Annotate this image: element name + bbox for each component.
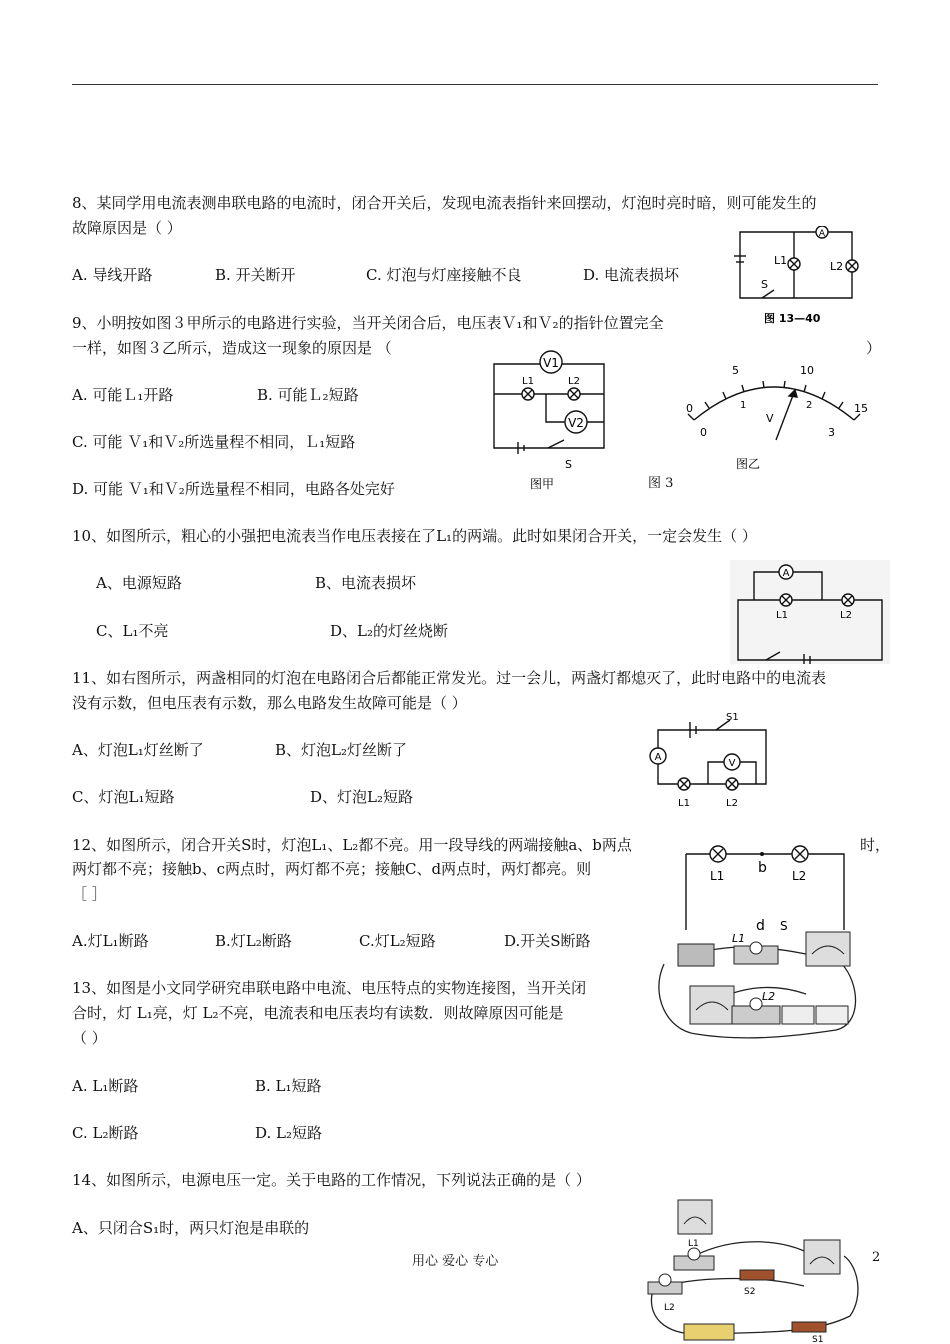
q9-scale-outer-0: 0 xyxy=(686,402,693,415)
q9-v2-label: V2 xyxy=(568,416,584,430)
q9-option-c: C. 可能 Ｖ₁和Ｖ₂所选量程不相同，Ｌ₁短路 xyxy=(72,433,356,451)
q10-option-a: A、电源短路 xyxy=(96,574,182,592)
q10-l1-label: L1 xyxy=(776,610,788,621)
q9-l1-label: L1 xyxy=(522,376,534,387)
q9-fig-a-caption: 图甲 xyxy=(530,477,555,491)
q9-option-b: B. 可能Ｌ₂短路 xyxy=(257,386,359,404)
q11-l2-label: L2 xyxy=(726,798,738,809)
q9-scale-inner-3: 3 xyxy=(828,426,835,439)
q12-switch-label: S xyxy=(780,919,788,930)
q9-meter-unit: V xyxy=(766,412,774,425)
q12-option-c: C.灯L₂短路 xyxy=(359,932,436,950)
q12-stem-line1: 12、如图所示，闭合开关S时，灯泡L₁、L₂都不亮。用一段导线的两端接触a、b两点 xyxy=(72,836,632,854)
q13-stem-line2: 合时，灯 L₁亮，灯 L₂不亮，电流表和电压表均有读数．则故障原因可能是 xyxy=(72,1004,564,1022)
q8-stem-line1: 8、某同学用电流表测串联电路的电流时，闭合开关后，发现电流表指针来回摆动，灯泡时亮时暗，则可能发生的 xyxy=(72,194,817,212)
q11-voltmeter-label: V xyxy=(728,758,736,769)
q8-figure-caption: 图 13—40 xyxy=(764,312,821,325)
q8-stem-line2: 故障原因是（ ） xyxy=(72,219,182,237)
q9-scale-inner-2: 2 xyxy=(806,400,813,411)
q12-l2-label: L2 xyxy=(792,869,807,883)
q12-point-b: b xyxy=(758,860,767,876)
q8-option-d: D. 电流表损坏 xyxy=(583,266,680,284)
q10-option-d: D、L₂的灯丝烧断 xyxy=(330,622,449,640)
q9-option-d: D. 可能 Ｖ₁和Ｖ₂所选量程不相同，电路各处完好 xyxy=(72,480,395,498)
q11-l1-label: L1 xyxy=(678,798,690,809)
q9-stem-line2: 一样，如图３乙所示，造成这一现象的原因是 （ xyxy=(72,339,392,357)
q14-apparatus-figure xyxy=(644,1196,864,1344)
q10-option-c: C、L₁不亮 xyxy=(96,622,169,640)
q11-switch-label: S1 xyxy=(726,712,739,723)
q9-switch-label: S xyxy=(565,458,572,471)
header-rule xyxy=(72,84,878,85)
q11-option-d: D、灯泡L₂短路 xyxy=(310,788,414,806)
q11-circuit-figure xyxy=(644,708,776,810)
q11-ammeter-label: A xyxy=(654,752,662,763)
q11-option-c: C、灯泡L₁短路 xyxy=(72,788,175,806)
q12-stem-line2: 两灯都不亮；接触b、c两点时，两灯都不亮；接触C、d两点时，两灯都亮。则 xyxy=(72,860,592,878)
q13-l2-label: L2 xyxy=(762,990,776,1003)
q8-option-c: C. 灯泡与灯座接触不良 xyxy=(366,266,522,284)
q10-option-b: B、电流表损坏 xyxy=(315,574,417,592)
q8-l1-label: L1 xyxy=(774,254,788,267)
q8-option-a: A. 导线开路 xyxy=(72,266,153,284)
q14-option-a: A、只闭合S₁时，两只灯泡是串联的 xyxy=(72,1219,310,1237)
q14-l1-label: L1 xyxy=(688,1239,699,1249)
page-number: 2 xyxy=(872,1250,881,1265)
q12-stem-line1-end: 时， xyxy=(860,836,891,854)
q9-circuit-figure-a xyxy=(488,346,618,496)
q13-stem-line3: （ ） xyxy=(72,1029,107,1047)
q9-fig-b-caption: 图乙 xyxy=(736,457,761,471)
q11-option-a: A、灯泡L₁灯丝断了 xyxy=(72,741,204,759)
q9-v1-label: V1 xyxy=(543,356,559,370)
q8-circuit-figure xyxy=(728,226,860,326)
q10-circuit-figure xyxy=(730,560,890,664)
q9-stem-line1: 9、小明按如图３甲所示的电路进行实验，当开关闭合后，电压表Ｖ₁和Ｖ₂的指针位置完全 xyxy=(72,314,664,332)
q12-option-a: A.灯L₁断路 xyxy=(72,932,149,950)
q9-meter-figure-b xyxy=(676,360,872,476)
q13-option-d: D. L₂短路 xyxy=(255,1124,323,1142)
footer-motto: 用心 爱心 专心 xyxy=(412,1254,499,1269)
q8-ammeter-label: A xyxy=(818,229,826,239)
q10-l2-label: L2 xyxy=(840,610,852,621)
q12-circuit-figure xyxy=(680,838,850,930)
q8-l2-label: L2 xyxy=(830,260,844,273)
q9-option-a: A. 可能Ｌ₁开路 xyxy=(72,386,174,404)
q13-option-c: C. L₂断路 xyxy=(72,1124,139,1142)
q12-stem-line3: ［ ］ xyxy=(72,885,107,903)
q12-point-d: d xyxy=(756,918,765,930)
q8-option-b: B. 开关断开 xyxy=(215,266,296,284)
q11-stem-line2: 没有示数，但电压表有示数，那么电路发生故障可能是（ ） xyxy=(72,694,467,712)
q10-stem: 10、如图所示，粗心的小强把电流表当作电压表接在了L₁的两端。此时如果闭合开关，一定会发生（ ） xyxy=(72,527,757,545)
q9-stem-line2-end: ） xyxy=(866,339,882,357)
q14-s2-label: S2 xyxy=(744,1287,756,1297)
q13-stem-line1: 13、如图是小文同学研究串联电路中电流、电压特点的实物连接图，当开关闭 xyxy=(72,979,587,997)
q13-option-b: B. L₁短路 xyxy=(255,1077,322,1095)
q11-option-b: B、灯泡L₂灯丝断了 xyxy=(275,741,407,759)
q13-l1-label: L1 xyxy=(732,932,746,945)
q9-scale-inner-1: 1 xyxy=(740,400,747,411)
q9-scale-outer-15: 15 xyxy=(854,402,868,415)
q12-l1-label: L1 xyxy=(710,869,725,883)
q8-switch-label: S xyxy=(761,278,768,291)
q10-ammeter-label: A xyxy=(782,568,790,579)
q12-option-d: D.开关S断路 xyxy=(504,932,591,950)
q13-option-a: A. L₁断路 xyxy=(72,1077,139,1095)
q11-stem-line1: 11、如右图所示，两盏相同的灯泡在电路闭合后都能正常发光。过一会儿，两盏灯都熄灭了，此时电路中的电流表 xyxy=(72,669,827,687)
q9-scale-inner-0: 0 xyxy=(700,426,707,439)
q14-stem: 14、如图所示，电源电压一定。关于电路的工作情况，下列说法正确的是（ ） xyxy=(72,1171,591,1189)
q9-scale-outer-10: 10 xyxy=(800,364,814,377)
q9-scale-outer-5: 5 xyxy=(732,364,739,377)
q14-s1-label: S1 xyxy=(812,1335,824,1344)
q9-fig-caption: 图 3 xyxy=(648,476,674,491)
q9-l2-label: L2 xyxy=(568,376,580,387)
q13-apparatus-figure xyxy=(656,924,862,1044)
q14-l2-label: L2 xyxy=(664,1303,675,1313)
q12-option-b: B.灯L₂断路 xyxy=(215,932,292,950)
